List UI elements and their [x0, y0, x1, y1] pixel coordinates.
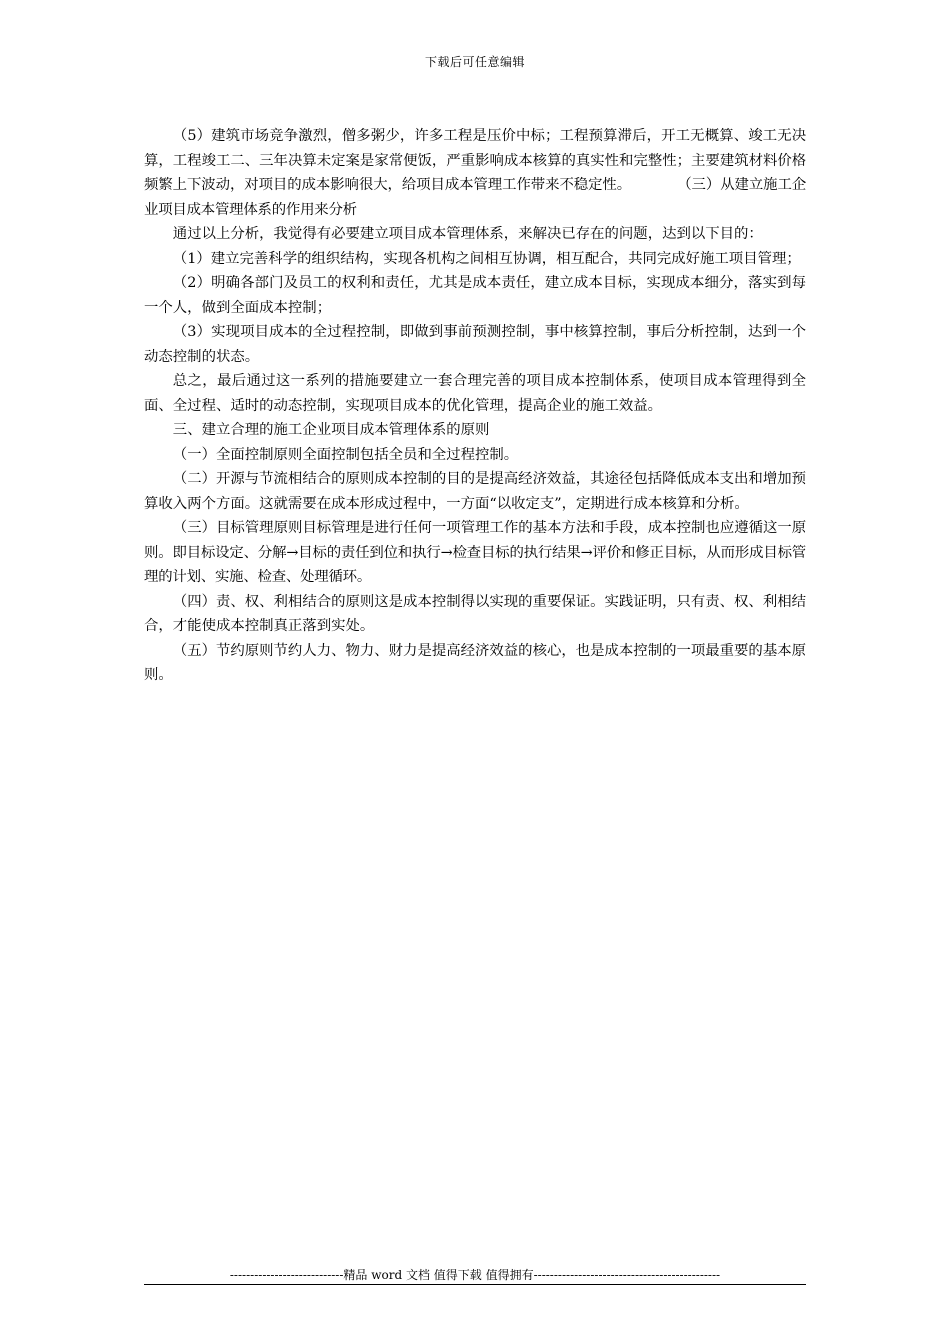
paragraph-principle-3: （三）目标管理原则目标管理是进行任何一项管理工作的基本方法和手段，成本控制也应遵循这一原则。即目标设定、分解→目标的责任到位和执行→检查目标的执行结果→评价和修正目标，从而形成目标管理的计划、实施、检查、处理循环。: [144, 520, 806, 585]
paragraph-goal-2: （2）明确各部门及员工的权利和责任，尤其是成本责任，建立成本目标，实现成本细分，落实到每一个人，做到全面成本控制；: [144, 275, 806, 316]
paragraph-analysis-intro: 通过以上分析，我觉得有必要建立项目成本管理体系，来解决已存在的问题，达到以下目的：: [172, 226, 763, 242]
paragraph-principle-5: （五）节约原则节约人力、物力、财力是提高经济效益的核心，也是成本控制的一项最重要的基本原则。: [144, 642, 806, 683]
paragraph-text: （5）建筑市场竞争激烈，僧多粥少，许多工程是压价中标；工程预算滞后，开工无概算、竣工无决算，工程竣工二、三年决算未定案是家常便饭，严重影响成本核算的真实性和完整性；主要建筑材料价格频繁上下波动，对项目的成本影响很大，给项目成本管理工作带来不稳定性。: [144, 128, 806, 193]
page-header: 下载后可任意编辑: [424, 55, 525, 69]
paragraph-goal-3: （3）实现项目成本的全过程控制，即做到事前预测控制，事中核算控制，事后分析控制，达到一个动态控制的状态。: [144, 324, 806, 365]
paragraph-principle-4: （四）责、权、利相结合的原则这是成本控制得以实现的重要保证。实践证明，只有责、权、利相结合，才能使成本控制真正落到实处。: [144, 593, 806, 634]
paragraph-principle-1: （一）全面控制原则全面控制包括全员和全过程控制。: [172, 446, 519, 463]
paragraph-summary: 总之，最后通过这一系列的措施要建立一套合理完善的项目成本控制体系，使项目成本管理得到全面、全过程、适时的动态控制，实现项目成本的优化管理，提高企业的施工效益。: [144, 373, 806, 414]
page-footer: ----------------------------精品 word 文档 值得下载 值得拥有----------------------------------------------: [229, 1268, 721, 1282]
footer-rule: [144, 1284, 806, 1285]
section-heading-principles: 三、建立合理的施工企业项目成本管理体系的原则: [172, 422, 490, 438]
paragraph-market-competition: [144, 124, 806, 222]
paragraph-principle-2: （二）开源与节流相结合的原则成本控制的目的是提高经济效益，其途径包括降低成本支出和增加预算收入两个方面。这就需要在成本形成过程中，一方面“以收定支”，定期进行成本核算和分析。: [144, 471, 806, 512]
section-heading-inline: （三）从建立施工企业项目成本管理体系的作用来分析: [144, 177, 807, 218]
document-body: [144, 124, 806, 688]
paragraph-goal-1: （1）建立完善科学的组织结构，实现各机构之间相互协调，相互配合，共同完成好施工项目管理；: [172, 250, 801, 267]
